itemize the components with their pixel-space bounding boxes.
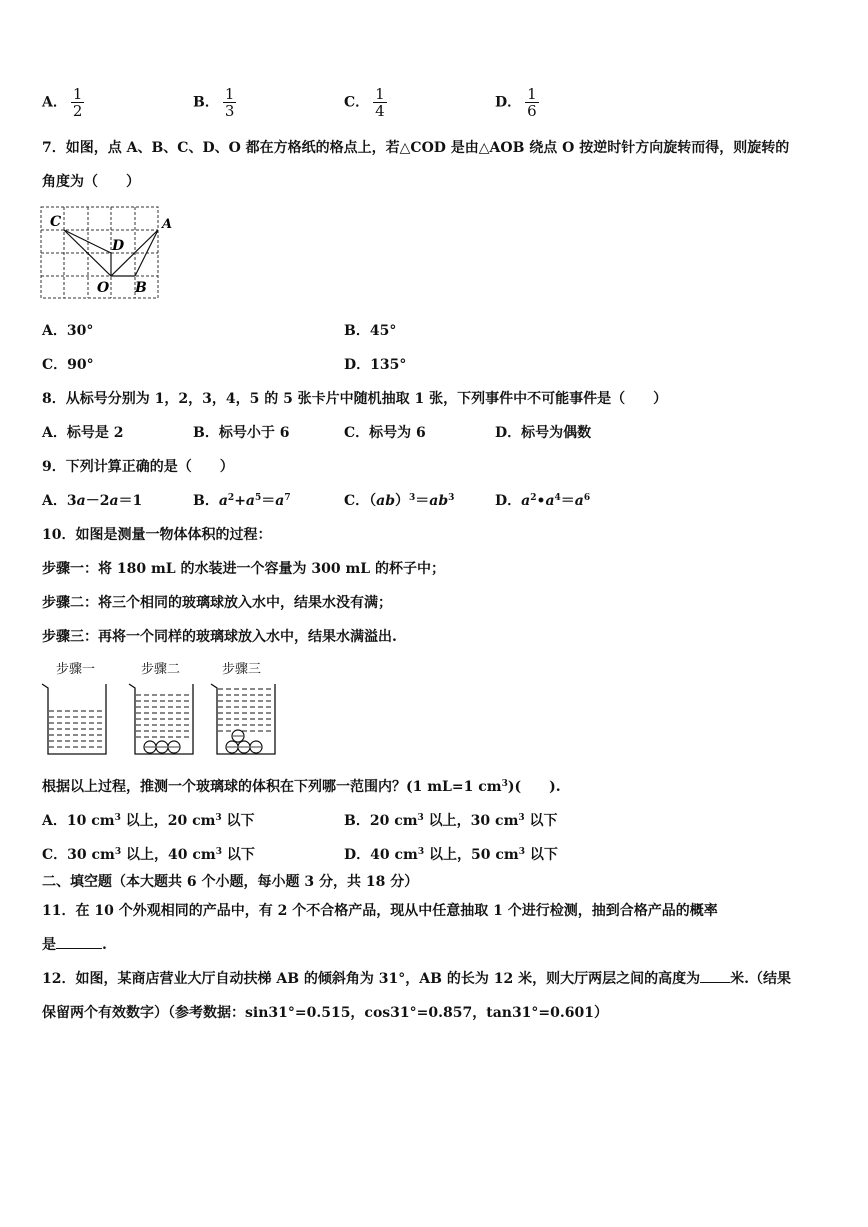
q8-option-b: B．标号小于 6 [193,425,290,441]
q8-option-d: D．标号为偶数 [495,425,592,441]
q7-option-a: A．30° [42,323,94,339]
q9-option-c: C．$(ab)^3=ab^3$ [344,493,455,509]
q10-step1: 步骤一：将 180 mL 的水装进一个容量为 300 mL 的杯子中； [42,561,446,577]
q10-question: 根据以上过程，推测一个玻璃球的体积在下列哪一范围内？(1 mL=1 $cm^3$)( ). [42,779,561,795]
label-c: C [50,214,62,230]
q10-option-a: A．10 $cm^3$ 以上，20 $cm^3$ 以下 [42,813,255,829]
q10-option-b: B．20 $cm^3$ 以上，30 $cm^3$ 以下 [344,813,558,829]
q7-stem-line1: 7．如图，点 A、B、C、D、O 都在方格纸的格点上，若△COD 是由△AOB 绕点 O 按逆时针方向旋转而得，则旋转的 [42,140,790,156]
label-a: A [162,217,173,232]
beaker-label-2: 步骤二 [141,662,181,677]
q6-option-c: C． $\frac{1}{4}$ [344,85,385,120]
q7-stem-line2: 角度为（ ） [42,174,140,190]
label-b: B [135,280,147,296]
q10-step3: 步骤三：再将一个同样的玻璃球放入水中，结果水满溢出. [42,629,397,645]
q6-option-a: A． $\frac{1}{2}$ [42,85,83,120]
q9-option-d: D．$a^2•a^4=a^6$ [495,493,591,509]
q10-step2: 步骤二：将三个相同的玻璃球放入水中，结果水没有满； [42,595,392,611]
q8-option-c: C．标号为 6 [344,425,426,441]
beaker-label-1: 步骤一 [56,662,96,677]
q12-stem-line1: 12．如图，某商店营业大厅自动扶梯 AB 的倾斜角为 31°，AB 的长为 12 米，则大厅两层之间的高度为 米.（结果 [42,971,791,987]
q9-option-b: B．$a^2+a^5=a^7$ [193,493,291,509]
q11-stem-line2: 是 . [42,937,107,953]
q7-option-b: B．45° [344,323,397,339]
q10-stem: 10．如图是测量一物体体积的过程： [42,527,272,543]
q8-stem: 8．从标号分别为 1，2，3，4，5 的 5 张卡片中随机抽取 1 张，下列事件中不可能事件是（ ） [42,391,668,407]
answer-blank[interactable] [56,936,102,949]
q7-option-d: D．135° [344,357,407,373]
section-heading: 二、填空题（本大题共 6 个小题，每小题 3 分，共 18 分） [42,874,419,890]
fraction: $\frac{1}{2}$ [72,85,83,120]
q9-option-a: A．3a－2a＝1 [42,493,143,509]
beaker-label-3: 步骤三 [222,662,262,677]
label-o: O [97,280,110,296]
fraction: $\frac{1}{3}$ [224,85,235,120]
q11-stem-line1: 11．在 10 个外观相同的产品中，有 2 个不合格产品，现从中任意抽取 1 个进行检测，抽到合格产品的概率 [42,903,718,919]
q12-stem-line2: 保留两个有效数字）（参考数据：sin31°=0.515，cos31°=0.857，tan31°=0.601） [42,1005,608,1021]
q10-option-c: C．30 $cm^3$ 以上，40 $cm^3$ 以下 [42,847,255,863]
fraction: $\frac{1}{4}$ [375,85,385,120]
answer-blank[interactable] [700,970,730,983]
q6-option-d: D． $\frac{1}{6}$ [495,85,537,120]
q9-stem: 9．下列计算正确的是（ ） [42,459,234,475]
q10-option-d: D．40 $cm^3$ 以上，50 $cm^3$ 以下 [344,847,558,863]
q7-grid-figure [38,205,180,303]
q10-beakers-figure [38,658,288,762]
q6-option-b: B． $\frac{1}{3}$ [193,85,235,120]
label-d: D [112,238,125,254]
q8-option-a: A．标号是 2 [42,425,124,441]
q7-option-c: C．90° [42,357,94,373]
fraction: $\frac{1}{6}$ [527,85,537,120]
